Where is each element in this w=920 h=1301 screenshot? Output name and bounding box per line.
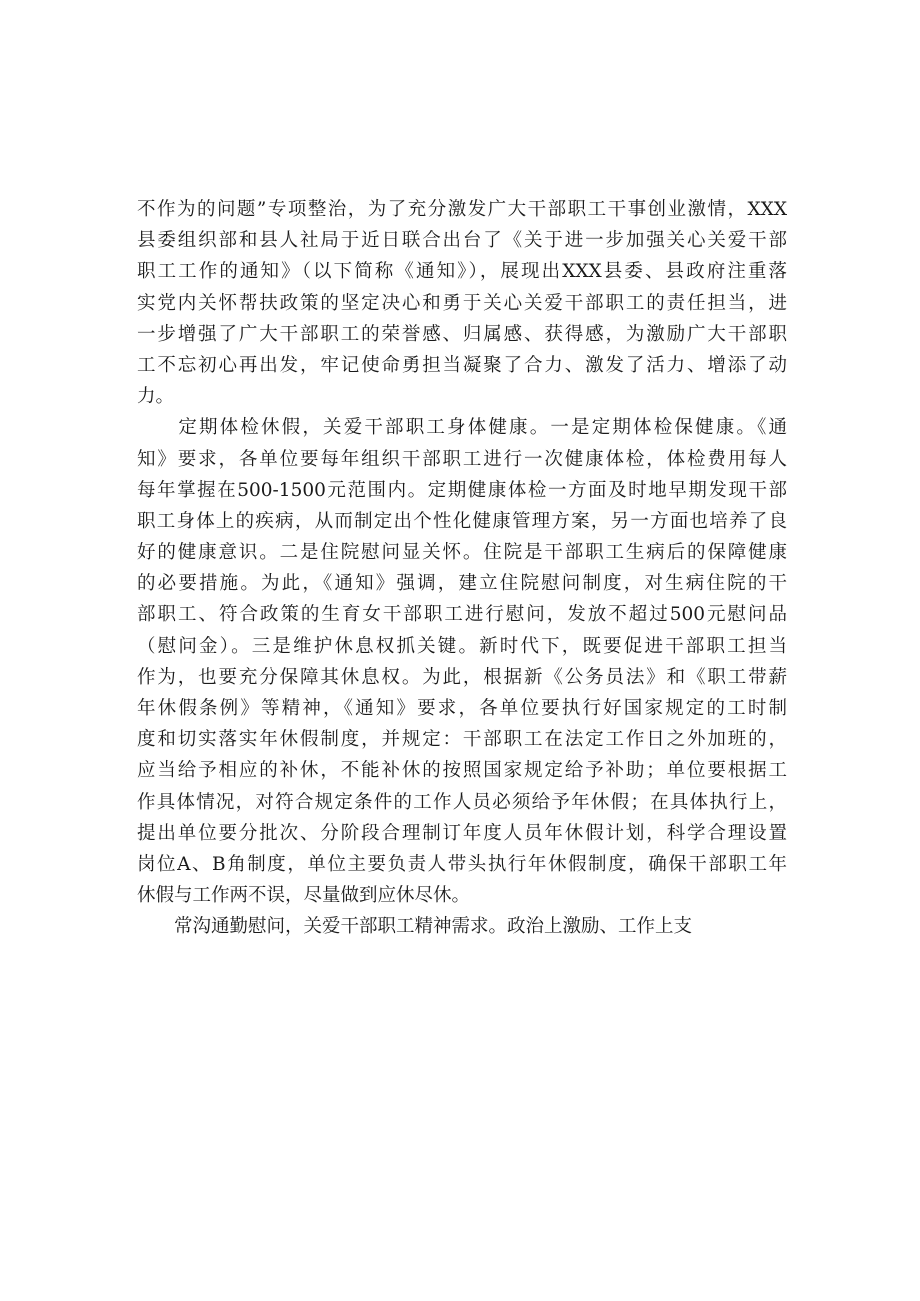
text-line: 休假与工作两不误，尽量做到应休尽休。 [137,885,471,907]
paragraph-care [137,911,787,942]
text-line: （慰问金）。三是维护休息权抓关键。新时代下，既要促进干部职工担当 [137,635,787,657]
text-line: 常沟通勤慰问，关爱干部职工精神需求。政治上激励、工作上支 [137,916,693,938]
text-line: 一步增强了广大干部职工的荣誉感、归属感、获得感，为激励广大干部职 [137,323,787,345]
text-line: 年休假条例》等精神，《通知》要求，各单位要执行好国家规定的工时制 [137,698,787,719]
text-line: 岗位A、B角制度，单位主要负责人带头执行年休假制度，确保干部职工年 [137,853,787,875]
text-line: 县委组织部和县人社局于近日联合出台了《关于进一步加强关心关爱干部 [137,230,787,252]
document-body [137,194,787,943]
text-line: 部职工、符合政策的生育女干部职工进行慰问，发放不超过500元慰问品 [137,604,787,626]
text-line: 工不忘初心再出发，牢记使命勇担当凝聚了合力、激发了活力、增添了动 [137,354,787,376]
text-line: 每年掌握在500-1500元范围内。定期健康体检一方面及时地早期发现干部 [137,479,787,501]
text-line: 应当给予相应的补休，不能补休的按照国家规定给予补助；单位要根据工 [137,760,787,782]
text-line: 定期体检休假，关爱干部职工身体健康。一是定期体检保健康。《通 [137,417,787,439]
text-line: 作为，也要充分保障其休息权。为此，根据新《公务员法》和《职工带薪 [137,666,787,688]
text-line: 作具体情况，对符合规定条件的工作人员必须给予年休假；在具体执行上， [137,791,787,813]
paragraph-health [137,412,787,911]
text-line: 力。 [137,386,175,408]
text-line: 的必要措施。为此，《通知》强调，建立住院慰问制度，对生病住院的干 [137,573,787,595]
text-line: 知》要求，各单位要每年组织干部职工进行一次健康体检，体检费用每人 [137,448,787,470]
text-line: 不作为的问题”专项整治，为了充分激发广大干部职工干事创业激情，XXX [137,199,787,220]
text-line: 好的健康意识。二是住院慰问显关怀。住院是干部职工生病后的保障健康 [137,542,787,564]
text-line: 提出单位要分批次、分阶段合理制订年度人员年休假计划，科学合理设置 [137,822,787,844]
text-line: 实党内关怀帮扶政策的坚定决心和勇于关心关爱干部职工的责任担当，进 [137,292,787,314]
paragraph-intro [137,194,787,412]
text-line: 度和切实落实年休假制度，并规定：干部职工在法定工作日之外加班的， [137,729,787,751]
text-line: 职工工作的通知》（以下简称《通知》），展现出XXX县委、县政府注重落 [137,261,787,283]
text-line: 职工身体上的疾病，从而制定出个性化健康管理方案，另一方面也培养了良 [137,510,787,532]
